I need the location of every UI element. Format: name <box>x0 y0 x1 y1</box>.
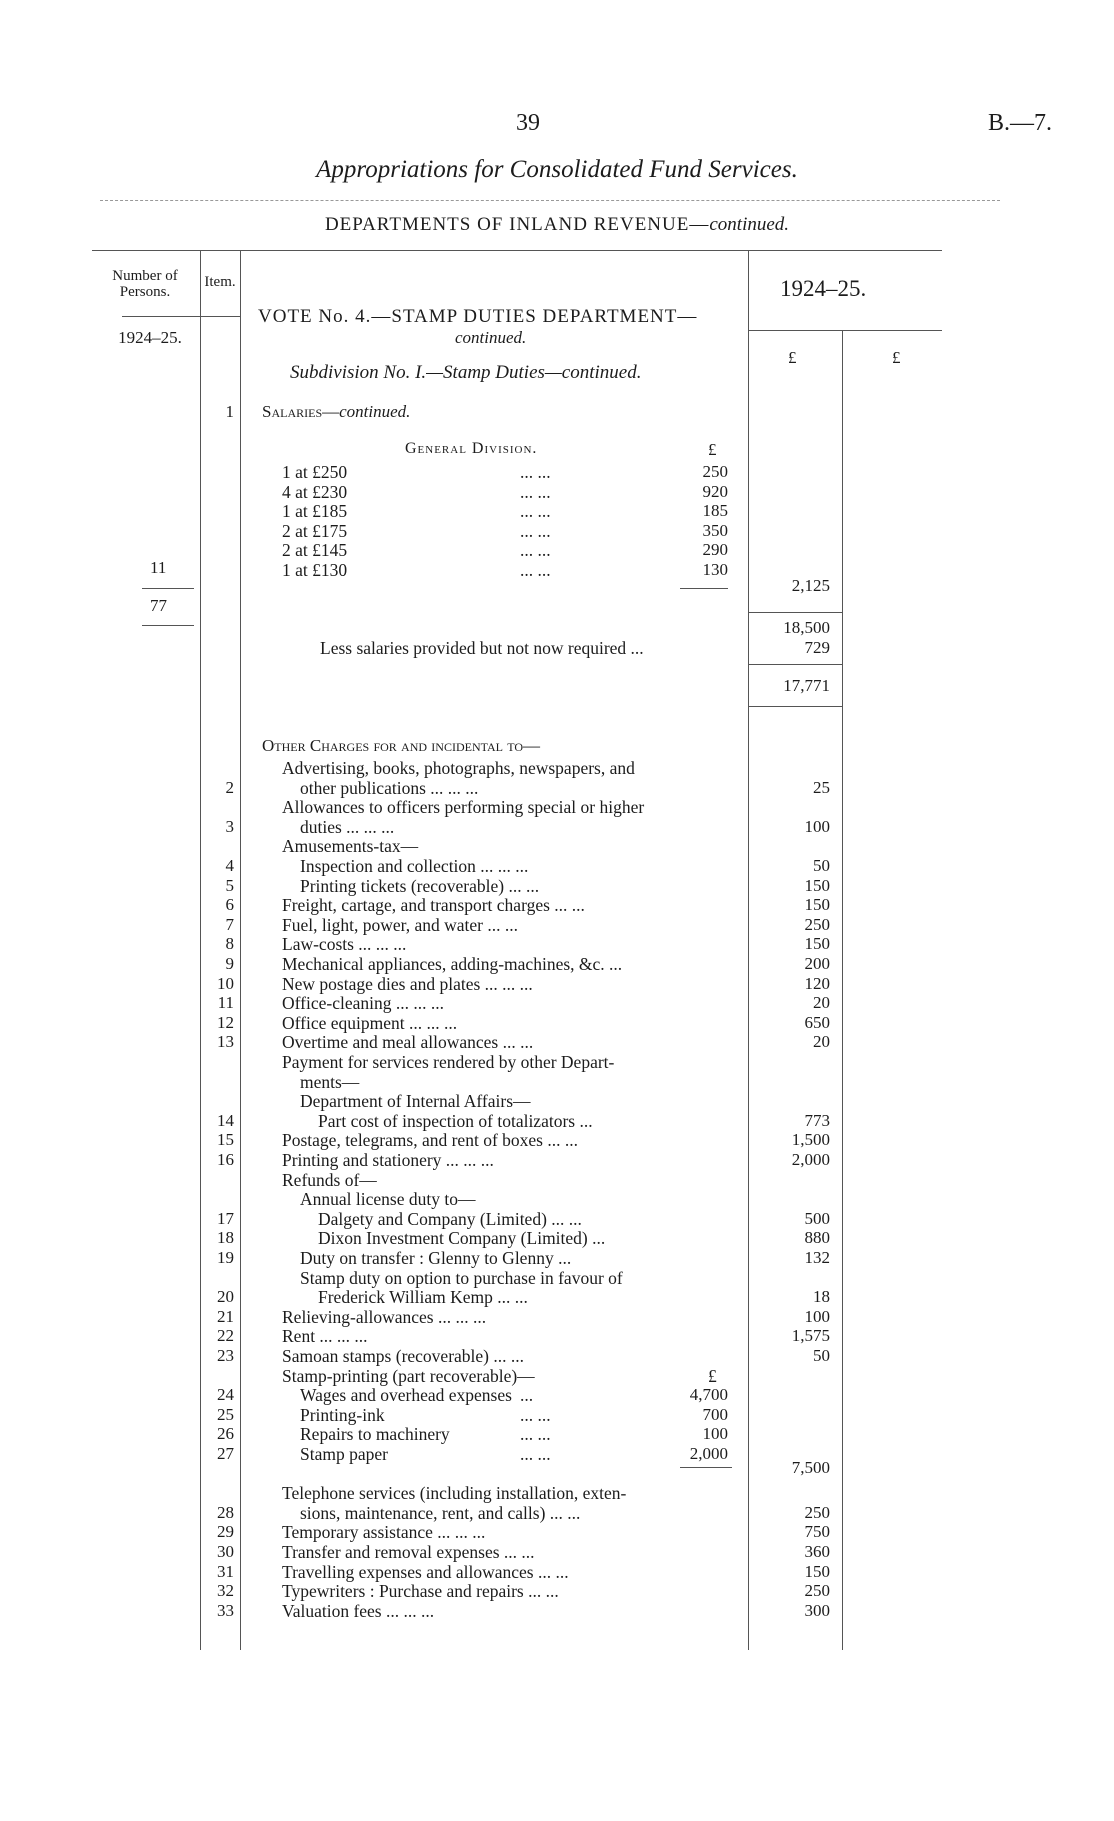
charge-description: other publications ... ... ... <box>300 777 479 798</box>
charge-description: Printing tickets (recoverable) ... ... <box>300 875 540 896</box>
item-number: 18 <box>217 1228 234 1248</box>
stamp-printing-amount: 100 <box>702 1424 728 1444</box>
item-number: 7 <box>225 914 234 934</box>
charge-amount: 150 <box>804 1561 830 1581</box>
charge-description: duties ... ... ... <box>300 816 395 837</box>
charge-amount: 100 <box>804 1306 830 1326</box>
number-of-persons-header: Number of Persons. <box>112 268 178 300</box>
item-number: 9 <box>225 954 234 973</box>
charge-description: Dixon Investment Company (Limited) ... <box>318 1228 606 1249</box>
stamp-printing-label: Wages and overhead expenses <box>300 1385 512 1406</box>
charge-description: Refunds of— <box>282 1169 377 1190</box>
page-title: Appropriations for Consolidated Fund Services. <box>316 156 798 183</box>
general-division-heading: General Division. <box>405 440 538 457</box>
item-number: 14 <box>217 1110 234 1130</box>
stamp-printing-amount: 2,000 <box>689 1444 728 1463</box>
item-number: 8 <box>225 934 234 954</box>
charge-amount: 150 <box>804 934 830 954</box>
charge-description: Travelling expenses and allowances ... ... <box>282 1561 569 1582</box>
charge-description: Duty on transfer : Glenny to Glenny ... <box>300 1248 572 1268</box>
item-number: 21 <box>217 1306 234 1326</box>
item-number: 4 <box>225 856 234 875</box>
charge-description: Office equipment ... ... ... <box>282 1012 458 1033</box>
pound-col-1: £ <box>788 348 797 367</box>
charge-description: Payment for services rendered by other Depart- <box>282 1052 615 1072</box>
salary-grade-amount: 290 <box>702 540 728 559</box>
salary-grade-label: 1 at £130 <box>282 559 348 580</box>
charge-description: Relieving-allowances ... ... ... <box>282 1306 487 1327</box>
salary-grade-label: 2 at £175 <box>282 520 348 541</box>
item-number: 2 <box>225 777 234 797</box>
year-left-header: 1924–25. <box>118 328 182 347</box>
department-heading: DEPARTMENTS OF INLAND REVENUE—continued. <box>324 214 790 235</box>
charge-amount: 120 <box>804 973 830 993</box>
charge-description: Fuel, light, power, and water ... ... <box>282 914 518 935</box>
leader-dots: ... ... <box>520 1424 551 1445</box>
charge-amount: 250 <box>804 1581 830 1601</box>
less-salaries-amount: 729 <box>804 638 830 657</box>
item-number: 23 <box>217 1346 234 1365</box>
charge-description: Transfer and removal expenses ... ... <box>282 1542 535 1562</box>
salaries-heading: Salaries—continued. <box>262 402 411 421</box>
stamp-printing-pound-sign: £ <box>708 1365 717 1386</box>
charge-amount: 20 <box>813 1032 830 1052</box>
title-rule <box>100 200 1000 201</box>
stamp-printing-label: Repairs to machinery <box>300 1424 450 1445</box>
item-number: 24 <box>217 1385 234 1405</box>
charge-description: Rent ... ... ... <box>282 1326 368 1347</box>
charge-description: Mechanical appliances, adding-machines, &c. ... <box>282 954 623 974</box>
pound-col-2: £ <box>892 348 901 367</box>
leader-dots: ... ... <box>520 520 551 541</box>
charge-description: Valuation fees ... ... ... <box>282 1600 435 1621</box>
charge-description: Law-costs ... ... ... <box>282 934 407 955</box>
charge-amount: 18 <box>813 1287 830 1307</box>
charge-description: Overtime and meal allowances ... ... <box>282 1032 534 1053</box>
salary-grade-amount: 350 <box>702 520 728 540</box>
charge-amount: 1,575 <box>791 1326 830 1346</box>
charge-description: Typewriters : Purchase and repairs ... ... <box>282 1581 559 1602</box>
leader-dots: ... ... <box>520 540 551 560</box>
item-number: 20 <box>217 1287 234 1307</box>
stamp-printing-heading: Stamp-printing (part recoverable)— <box>282 1365 535 1386</box>
item-number: 6 <box>225 895 234 915</box>
salary-grade-label: 2 at £145 <box>282 540 348 560</box>
salary-grade-amount: 250 <box>702 462 728 481</box>
year-right-header: 1924–25. <box>780 276 867 301</box>
item-number: 19 <box>217 1248 234 1267</box>
salaries-pound-sign: £ <box>708 440 717 459</box>
item-number: 10 <box>217 973 234 993</box>
charge-description: Samoan stamps (recoverable) ... ... <box>282 1346 525 1366</box>
item-number: 33 <box>217 1600 234 1620</box>
item-number: 32 <box>217 1581 234 1601</box>
salaries-grand-total: 18,500 <box>783 618 830 637</box>
item-number: 5 <box>225 875 234 895</box>
stamp-printing-amount: 700 <box>702 1404 728 1424</box>
charge-amount: 100 <box>804 816 830 836</box>
charge-amount: 773 <box>804 1110 830 1130</box>
salary-grade-label: 1 at £185 <box>282 501 348 521</box>
charge-description: Office-cleaning ... ... ... <box>282 993 444 1014</box>
charge-description: Advertising, books, photographs, newspapers, and <box>282 758 635 778</box>
charge-amount: 132 <box>804 1248 830 1267</box>
charge-description: New postage dies and plates ... ... ... <box>282 973 533 994</box>
amount-column-divider <box>748 250 749 1650</box>
item-number: 17 <box>217 1208 234 1228</box>
charge-amount: 1,500 <box>791 1130 830 1150</box>
item-header: Item. <box>204 274 236 290</box>
charge-amount: 750 <box>804 1522 830 1542</box>
stamp-printing-total: 7,500 <box>791 1457 830 1477</box>
salary-grade-label: 1 at £250 <box>282 462 348 482</box>
charge-amount: 500 <box>804 1208 830 1228</box>
stamp-printing-rule <box>680 1467 732 1468</box>
item-number: 22 <box>217 1326 234 1346</box>
item-number: 30 <box>217 1542 234 1561</box>
salary-grade-amount: 920 <box>702 481 728 501</box>
item-number: 3 <box>225 816 234 836</box>
item-column-divider <box>240 250 241 1650</box>
other-charges-heading: Other Charges for and incidental to— <box>262 736 541 755</box>
item-number: 25 <box>217 1404 234 1424</box>
charge-description: Temporary assistance ... ... ... <box>282 1522 486 1543</box>
charge-description: Department of Internal Affairs— <box>300 1091 531 1112</box>
item-number: 28 <box>217 1502 234 1522</box>
charge-description: Freight, cartage, and transport charges ... ... <box>282 895 585 916</box>
charge-description: Allowances to officers performing special or higher <box>282 797 645 818</box>
item-number: 29 <box>217 1522 234 1542</box>
charge-amount: 150 <box>804 895 830 915</box>
grand-total-rule <box>748 612 842 613</box>
charge-amount: 250 <box>804 1502 830 1522</box>
charge-amount: 50 <box>813 1346 830 1365</box>
salaries-item-number: 1 <box>225 402 234 421</box>
charge-amount: 50 <box>813 856 830 875</box>
charge-description: Printing and stationery ... ... ... <box>282 1150 494 1170</box>
charge-amount: 880 <box>804 1228 830 1248</box>
item-number: 11 <box>217 993 234 1013</box>
persons-rule-2 <box>142 625 194 626</box>
salary-grade-label: 4 at £230 <box>282 481 348 502</box>
leader-dots: ... ... <box>520 462 551 482</box>
charge-description: Stamp duty on option to purchase in favour of <box>300 1267 623 1288</box>
division-sum-rule <box>680 588 728 589</box>
item-number: 12 <box>217 1012 234 1032</box>
charge-amount: 25 <box>813 777 830 797</box>
table-top-rule <box>92 250 942 251</box>
leader-dots: ... <box>520 1385 534 1406</box>
persons-total: 77 <box>150 596 167 615</box>
salary-grade-amount: 185 <box>702 501 728 520</box>
charge-amount: 150 <box>804 875 830 895</box>
header-rule-right <box>748 330 942 331</box>
net-total-rule-2 <box>748 706 842 707</box>
leader-dots: ... ... <box>520 501 551 521</box>
persons-general-division: 11 <box>150 558 167 577</box>
charge-description: sions, maintenance, rent, and calls) ... ... <box>300 1502 581 1523</box>
charge-amount: 650 <box>804 1012 830 1032</box>
vote-title: VOTE No. 4.—STAMP DUTIES DEPARTMENT— <box>258 306 698 327</box>
leader-dots: ... ... <box>520 1404 551 1425</box>
charge-amount: 250 <box>804 914 830 934</box>
item-number: 26 <box>217 1424 234 1444</box>
leader-dots: ... ... <box>520 481 551 502</box>
leader-dots: ... ... <box>520 1444 551 1464</box>
charge-description: ments— <box>300 1071 360 1092</box>
item-number: 31 <box>217 1561 234 1581</box>
item-number: 27 <box>217 1444 234 1463</box>
charge-description: Amusements-tax— <box>282 836 419 857</box>
persons-rule <box>142 588 194 589</box>
charge-description: Telephone services (including installation, exten- <box>282 1483 627 1504</box>
document-reference: B.—7. <box>987 110 1052 136</box>
charge-amount: 300 <box>804 1600 830 1620</box>
charge-amount: 20 <box>813 993 830 1013</box>
charge-description: Part cost of inspection of totalizators ... <box>318 1110 593 1131</box>
less-salaries-label: Less salaries provided but not now required ... <box>320 638 644 658</box>
salary-grade-amount: 130 <box>702 559 728 579</box>
item-number: 15 <box>217 1130 234 1150</box>
charge-description: Frederick William Kemp ... ... <box>318 1287 528 1308</box>
leader-dots: ... ... <box>520 559 551 580</box>
charge-description: Dalgety and Company (Limited) ... ... <box>318 1208 582 1229</box>
charge-description: Postage, telegrams, and rent of boxes ... ... <box>282 1130 578 1151</box>
stamp-printing-label: Printing-ink <box>300 1404 385 1425</box>
stamp-printing-amount: 4,700 <box>689 1385 728 1405</box>
subdivision-heading: Subdivision No. I.—Stamp Duties—continued. <box>290 362 642 383</box>
vote-title-continued: continued. <box>455 328 527 347</box>
charge-description: Inspection and collection ... ... ... <box>300 856 529 876</box>
stamp-printing-label: Stamp paper <box>300 1444 388 1464</box>
charge-amount: 2,000 <box>791 1150 830 1169</box>
charge-description: Annual license duty to— <box>300 1189 476 1210</box>
total-column-divider <box>842 330 843 1650</box>
page-number: 39 <box>516 110 540 136</box>
item-number: 13 <box>217 1032 234 1052</box>
charge-amount: 360 <box>804 1542 830 1561</box>
item-number: 16 <box>217 1150 234 1169</box>
net-total-rule <box>748 664 842 665</box>
charge-amount: 200 <box>804 954 830 973</box>
header-rule-left <box>122 316 240 317</box>
salaries-net-total: 17,771 <box>783 676 830 695</box>
division-total: 2,125 <box>791 576 830 595</box>
